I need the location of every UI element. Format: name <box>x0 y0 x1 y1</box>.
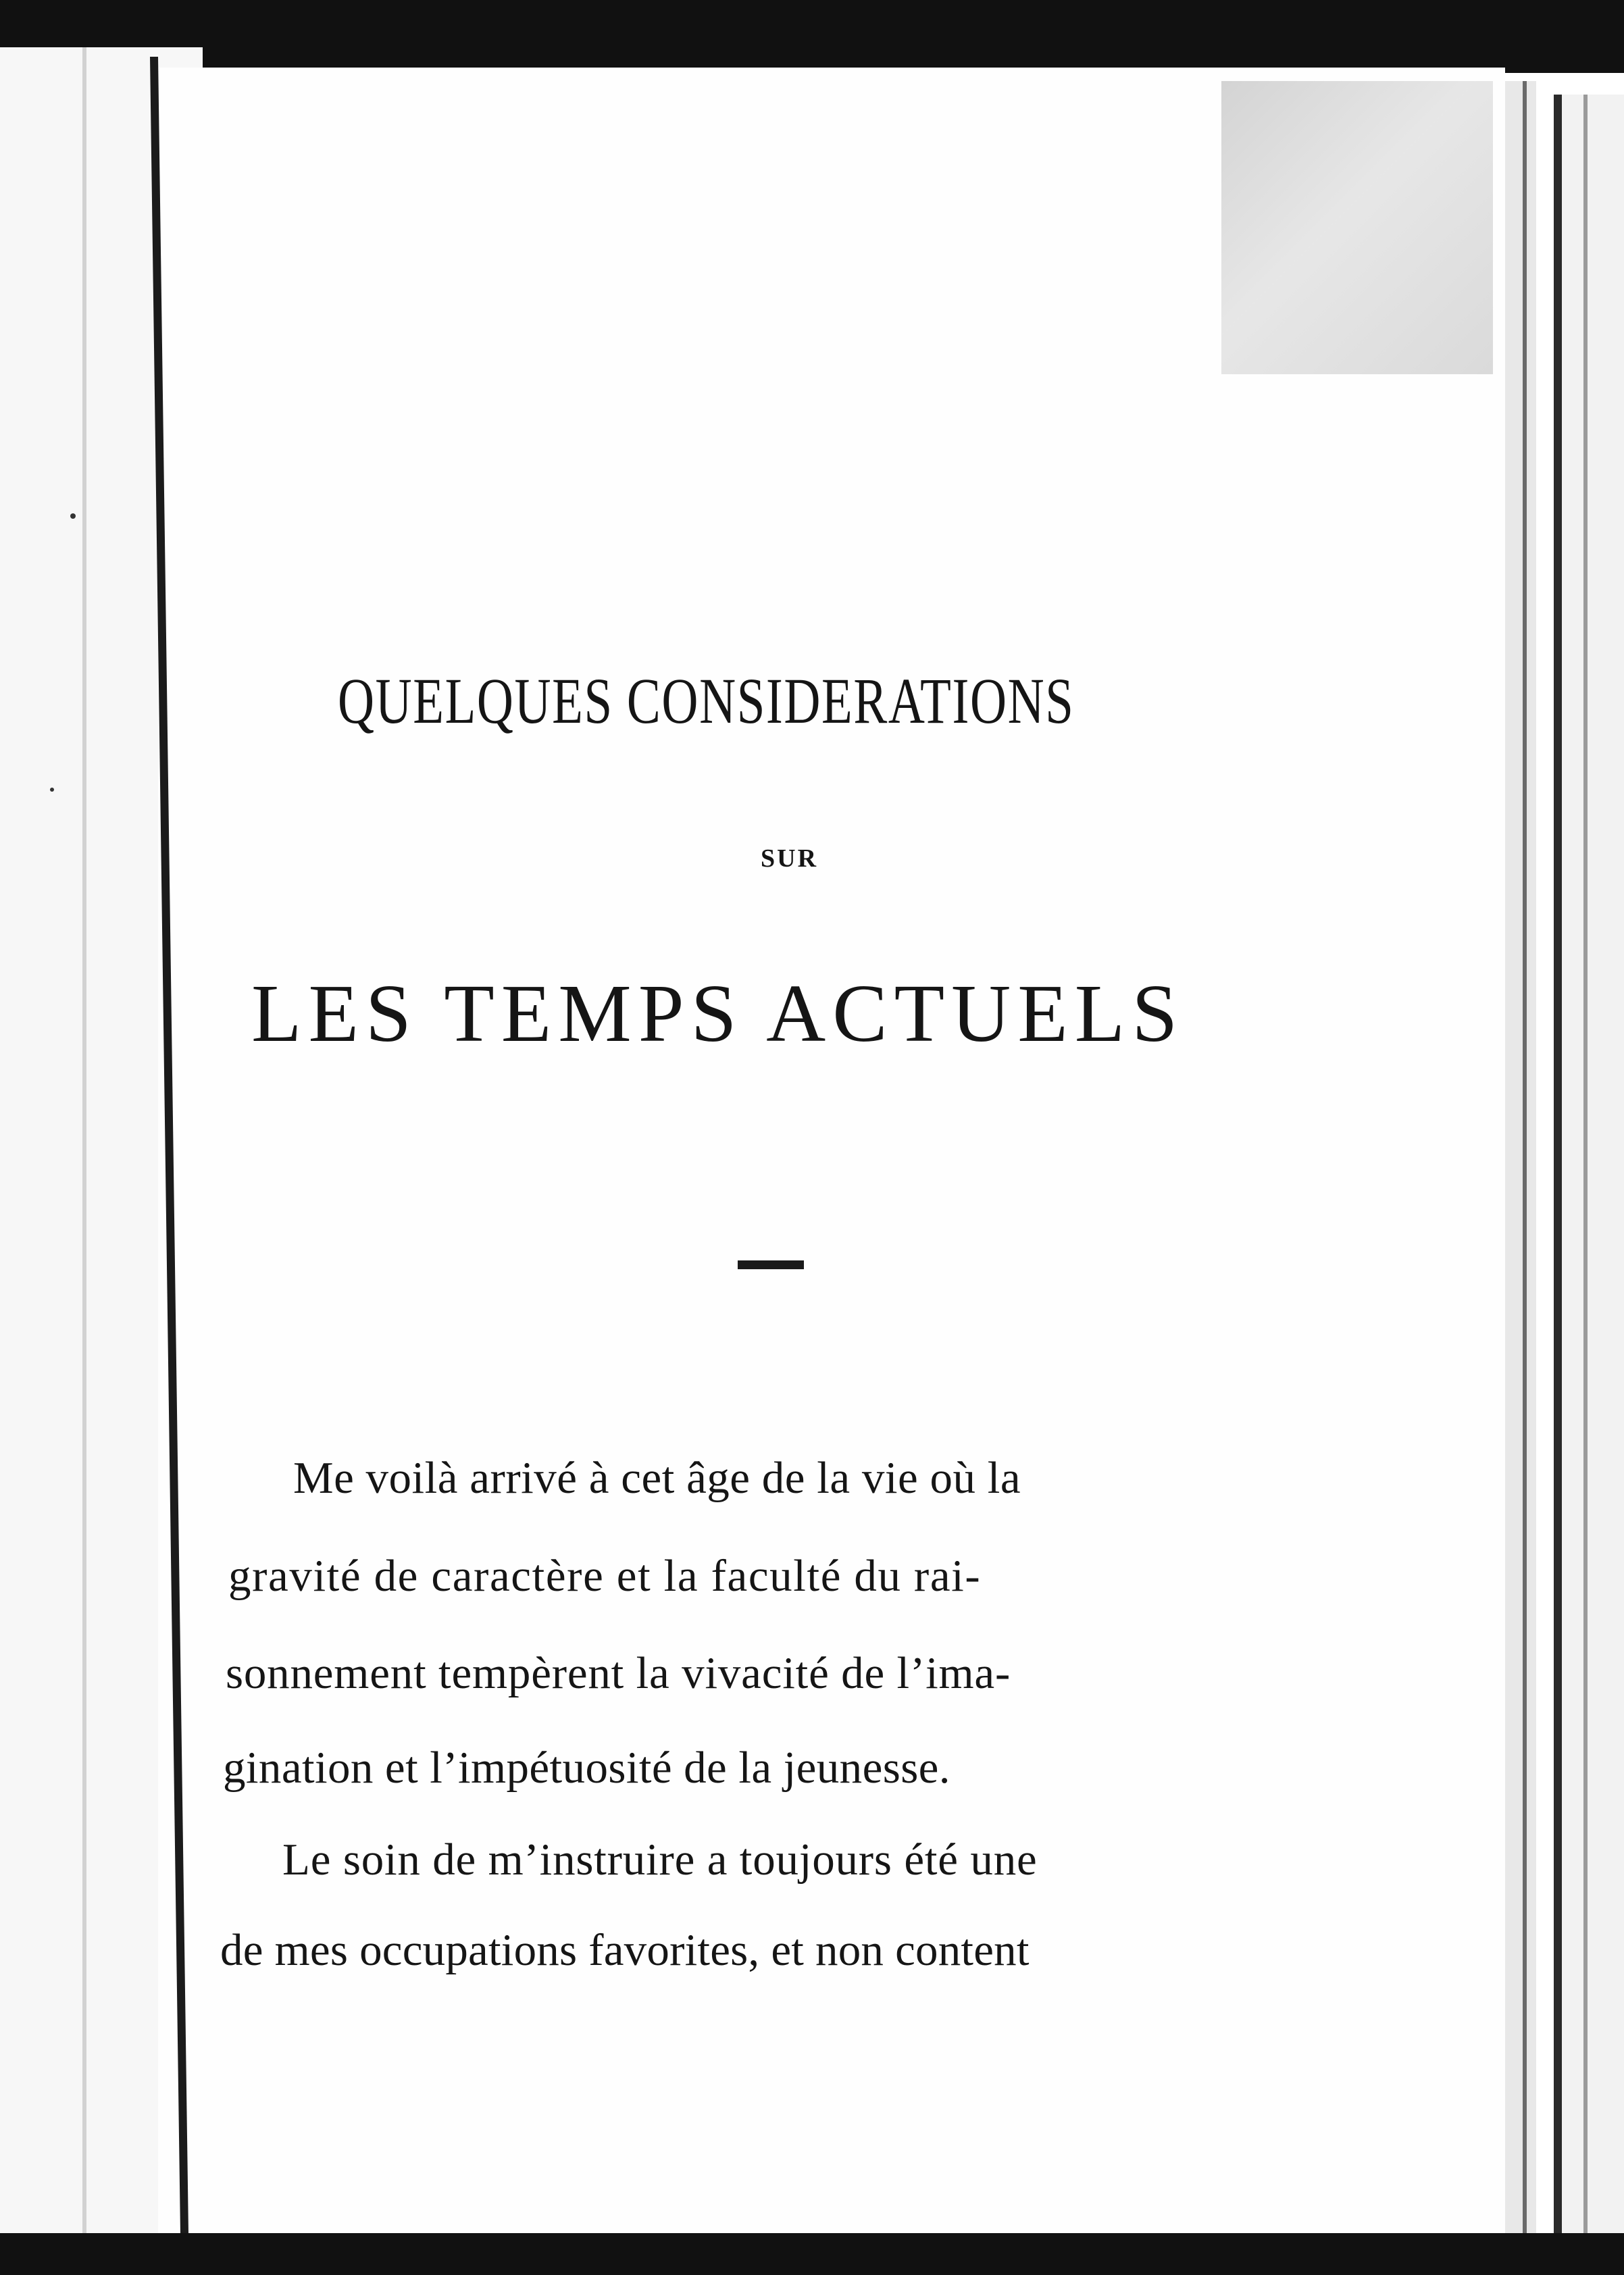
title-line-2: SUR <box>761 844 819 873</box>
paragraph-1-line-3: sonnement tempèrent la vivacité de l’ima- <box>226 1648 1011 1698</box>
page-stack-edge <box>1562 95 1624 2233</box>
paper-speck <box>70 513 76 519</box>
paper-speck <box>50 788 54 792</box>
page-stack-line <box>1554 95 1562 2233</box>
paragraph-2-line-1: Le soin de m’instruire a toujours été une <box>282 1835 1038 1885</box>
facing-page-edge <box>82 47 86 2236</box>
paragraph-1-line-1: Me voilà arrivé à cet âge de la vie où la <box>293 1453 1021 1503</box>
paragraph-1-line-2: gravité de caractère et la faculté du rai- <box>228 1551 982 1601</box>
title-divider <box>738 1260 804 1269</box>
paragraph-1-line-4: gination et l’impétuosité de la jeunesse. <box>223 1743 950 1793</box>
title-line-3: LES TEMPS ACTUELS <box>251 968 1185 1059</box>
paragraph-2-line-2: de mes occupations favorites, et non content <box>220 1925 1030 1975</box>
title-line-1: QUELQUES CONSIDERATIONS <box>338 665 1075 737</box>
page-stack-line <box>1523 81 1527 2234</box>
page-stack-edge <box>1505 81 1536 2234</box>
book-page <box>158 68 1505 2233</box>
scan-bottom-border <box>0 2233 1624 2275</box>
scan-top-border <box>0 0 1624 73</box>
page-stack-line <box>1583 95 1588 2233</box>
paper-stain <box>1221 81 1493 374</box>
